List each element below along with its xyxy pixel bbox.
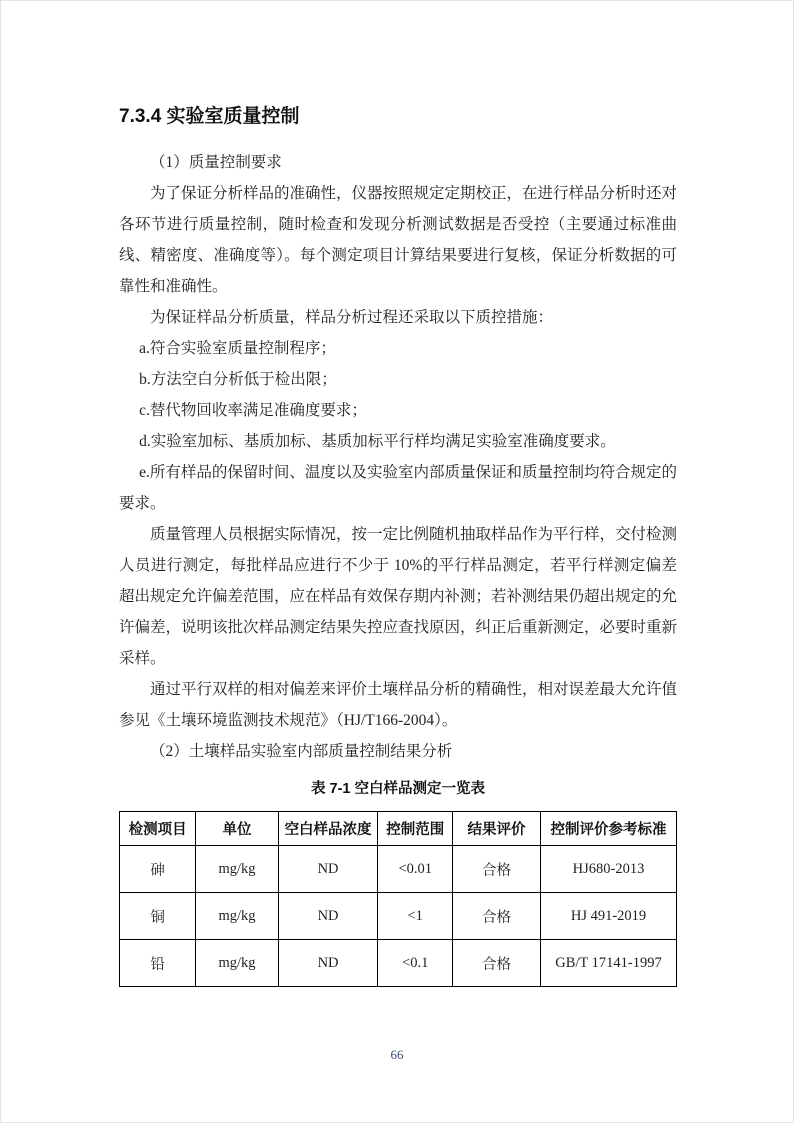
page-content <box>119 104 677 987</box>
table-row-lead <box>120 940 677 987</box>
table-cell: GB/T 17141-1997 <box>541 940 677 987</box>
table-cell: HJ680-2013 <box>541 846 677 893</box>
paragraph-qc-intro: 为了保证分析样品的准确性，仪器按照规定定期校正，在进行样品分析时还对各环节进行质量控制，随时检查和发现分析测试数据是否受控（主要通过标准曲线、精密度、准确度等）。每个测定项目计算结果要进行复核，保证分析数据的可靠性和准确性。 <box>119 185 678 295</box>
paragraph-relative-deviation: 通过平行双样的相对偏差来评价土壤样品分析的精确性，相对误差最大允许值参见《土壤环境监测技术规范》（HJ/T166-2004）。 <box>119 681 678 729</box>
paragraph-parallel-sample: 质量管理人员根据实际情况，按一定比例随机抽取样品作为平行样，交付检测人员进行测定，每批样品应进行不少于 10%的平行样品测定，若平行样测定偏差超出规定允许偏差范围，应在样品有效保存期内补测；若补测结果仍超出规定的允许偏差，说明该批次样品测定结果失控应查找原因，纠正后重新测定，必要时重新采样。 <box>119 526 678 667</box>
measure-item-d: d.实验室加标、基质加标、基质加标平行样均满足实验室准确度要求。 <box>139 433 616 450</box>
sub-heading-1: （1）质量控制要求 <box>150 154 282 171</box>
measure-item-c: c.替代物回收率满足准确度要求； <box>139 402 367 419</box>
blank-sample-table <box>119 811 677 987</box>
table-cell: mg/kg <box>196 940 278 987</box>
paragraph-qc-measures-lead: 为保证样品分析质量，样品分析过程还采取以下质控措施： <box>150 309 554 326</box>
measure-item-b: b.方法空白分析低于检出限； <box>139 371 337 388</box>
table-cell: ND <box>278 940 378 987</box>
table-cell: mg/kg <box>196 893 278 940</box>
table-cell: 合格 <box>453 846 541 893</box>
table-cell: <0.01 <box>378 846 453 893</box>
table-cell: ND <box>278 846 378 893</box>
table-header-row <box>120 812 677 846</box>
table-caption: 表 7-1 空白样品测定一览表 <box>310 781 485 797</box>
header-control-range: 控制范围 <box>378 812 453 846</box>
table-cell: 合格 <box>453 893 541 940</box>
header-test-item: 检测项目 <box>120 812 196 846</box>
measure-item-e: e.所有样品的保留时间、温度以及实验室内部质量保证和质量控制均符合规定的要求。 <box>119 464 677 512</box>
table-cell: <1 <box>378 893 453 940</box>
table-cell: 铜 <box>120 893 196 940</box>
table-row-copper <box>120 893 677 940</box>
header-result-evaluation: 结果评价 <box>453 812 541 846</box>
header-reference-standard: 控制评价参考标准 <box>541 812 677 846</box>
header-unit: 单位 <box>196 812 278 846</box>
table-cell: 铅 <box>120 940 196 987</box>
sub-heading-2: （2）土壤样品实验室内部质量控制结果分析 <box>150 743 453 760</box>
table-cell: HJ 491-2019 <box>541 893 677 940</box>
measure-item-a: a.符合实验室质量控制程序； <box>139 340 336 357</box>
table-cell: mg/kg <box>196 846 278 893</box>
table-cell: ND <box>278 893 378 940</box>
table-cell: 合格 <box>453 940 541 987</box>
table-cell: <0.1 <box>378 940 453 987</box>
section-heading: 7.3.4 实验室质量控制 <box>119 106 300 127</box>
table-row-arsenic <box>120 846 677 893</box>
table-cell: 砷 <box>120 846 196 893</box>
page-number: 66 <box>390 1047 404 1062</box>
header-blank-concentration: 空白样品浓度 <box>278 812 378 846</box>
